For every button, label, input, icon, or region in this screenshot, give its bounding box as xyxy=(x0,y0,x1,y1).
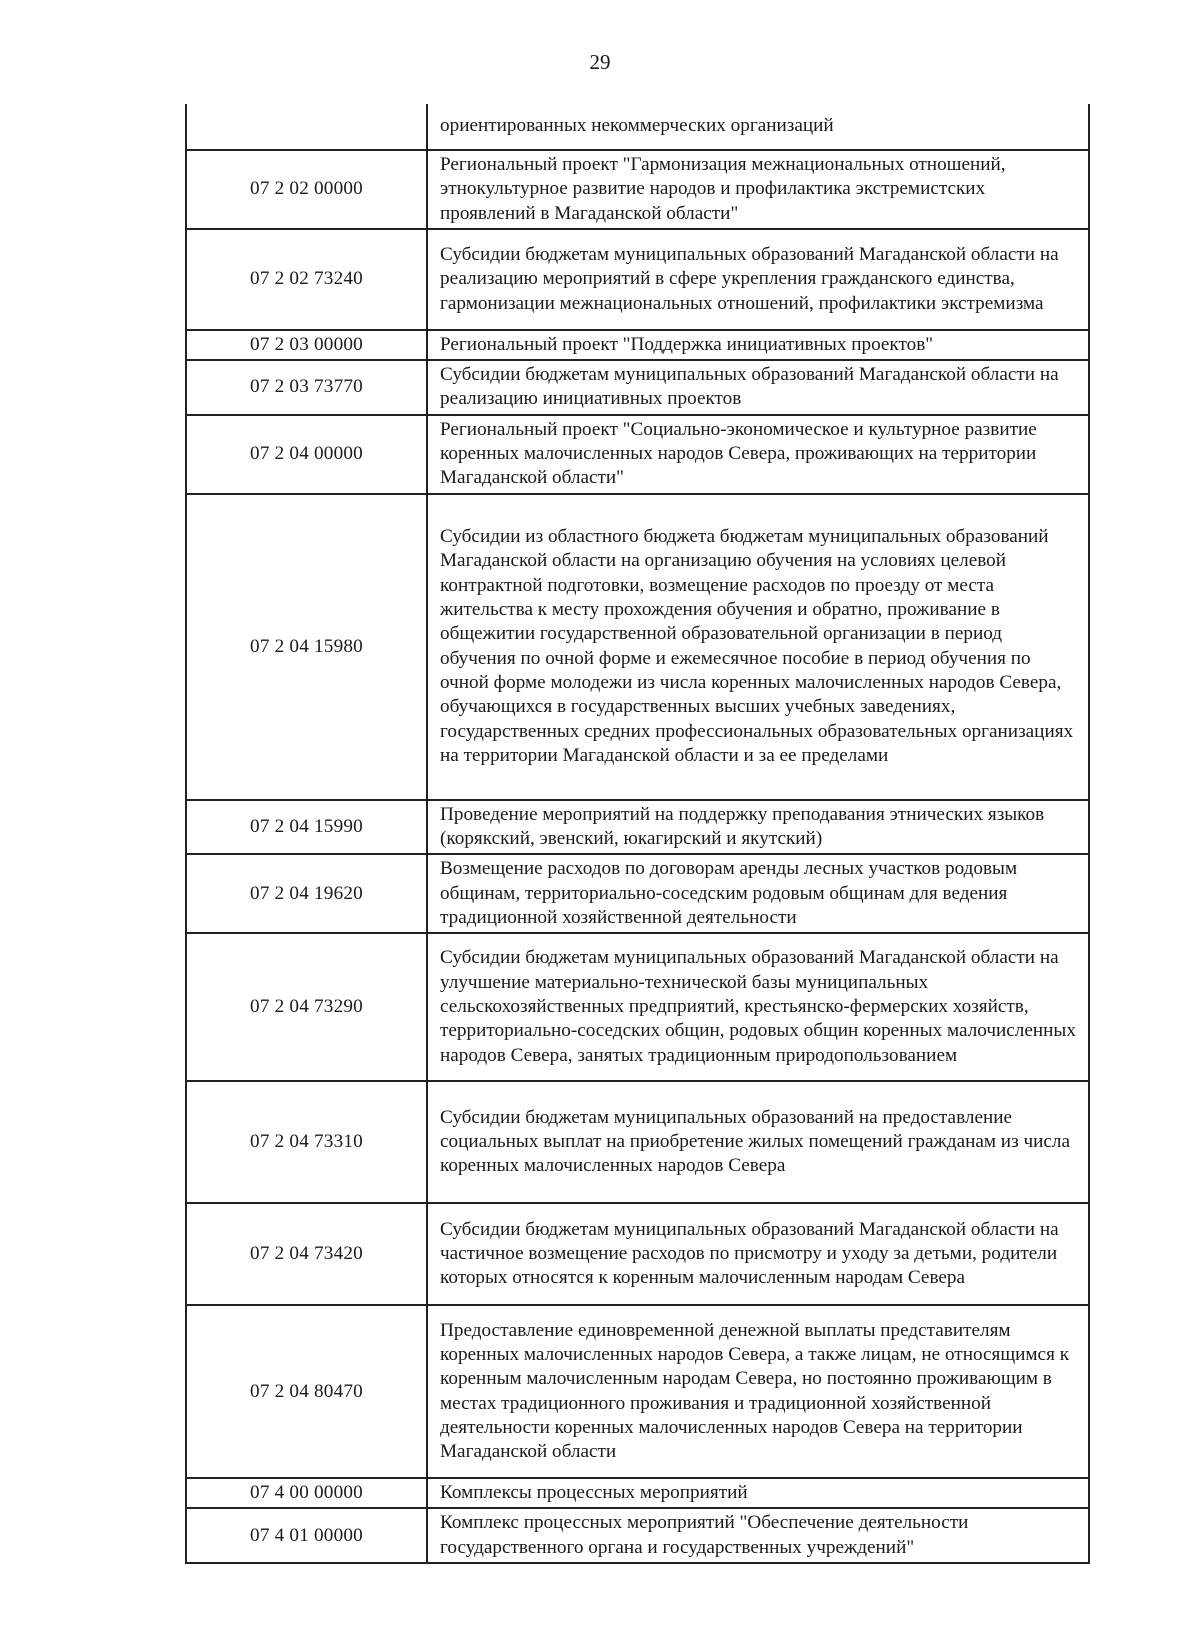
description-cell: ориентированных некоммерческих организаций xyxy=(427,104,1089,150)
code-cell: 07 2 04 15990 xyxy=(186,800,427,855)
table-row xyxy=(186,104,1089,150)
description-cell: Субсидии бюджетам муниципальных образований на предоставление социальных выплат на приобретение жилых помещений гражданам из числа коренных малочисленных народов Севера xyxy=(427,1081,1089,1203)
table-row xyxy=(186,330,1089,360)
description-cell: Субсидии бюджетам муниципальных образований Магаданской области на частичное возмещение расходов по присмотру и уходу за детьми, родители которых относятся к коренным малочисленным народам Севера xyxy=(427,1203,1089,1305)
code-cell: 07 2 03 73770 xyxy=(186,360,427,415)
table-row xyxy=(186,1508,1089,1563)
table-row xyxy=(186,1478,1089,1508)
description-cell: Субсидии бюджетам муниципальных образований Магаданской области на реализацию мероприятий в сфере укрепления гражданского единства, гармонизации межнациональных отношений, профилактики экстремизма xyxy=(427,229,1089,330)
description-cell: Региональный проект "Гармонизация межнациональных отношений, этнокультурное развитие народов и профилактика экстремистских проявлений в Магаданской области" xyxy=(427,150,1089,229)
description-cell: Комплексы процессных мероприятий xyxy=(427,1478,1089,1508)
code-cell: 07 2 04 80470 xyxy=(186,1305,427,1478)
code-cell: 07 2 02 00000 xyxy=(186,150,427,229)
description-cell: Проведение мероприятий на поддержку преподавания этнических языков (корякский, эвенский, юкагирский и якутский) xyxy=(427,800,1089,855)
code-cell: 07 2 04 73310 xyxy=(186,1081,427,1203)
code-cell: 07 2 04 15980 xyxy=(186,494,427,800)
table-row xyxy=(186,933,1089,1081)
table-row xyxy=(186,415,1089,494)
description-cell: Предоставление единовременной денежной выплаты представителям коренных малочисленных народов Севера, а также лицам, не относящимся к коренным малочисленным народам Севера, но постоянно проживающим в местах традиционного проживания и традиционной хозяйственной деятельности коренных малочисленных народов Севера на территории Магаданской области xyxy=(427,1305,1089,1478)
description-cell: Возмещение расходов по договорам аренды лесных участков родовым общинам, территориально-соседским родовым общинам для ведения традиционной хозяйственной деятельности xyxy=(427,854,1089,933)
code-cell: 07 2 04 73420 xyxy=(186,1203,427,1305)
page-number: 29 xyxy=(589,50,611,74)
code-cell: 07 2 02 73240 xyxy=(186,229,427,330)
table-row xyxy=(186,360,1089,415)
description-cell: Комплекс процессных мероприятий "Обеспечение деятельности государственного органа и государственных учреждений" xyxy=(427,1508,1089,1563)
table-row xyxy=(186,854,1089,933)
description-cell: Субсидии бюджетам муниципальных образований Магаданской области на улучшение материально-технической базы муниципальных сельскохозяйственных предприятий, крестьянско-фермерских хозяйств, территориально-соседских общин, родовых общин коренных малочисленных народов Севера, занятых традиционным природопользованием xyxy=(427,933,1089,1081)
code-cell: 07 4 01 00000 xyxy=(186,1508,427,1563)
table-row xyxy=(186,494,1089,800)
table-row xyxy=(186,800,1089,855)
code-cell: 07 4 00 00000 xyxy=(186,1478,427,1508)
table-row xyxy=(186,1305,1089,1478)
code-cell: 07 2 03 00000 xyxy=(186,330,427,360)
budget-classification-table xyxy=(185,104,1090,1564)
code-cell: 07 2 04 00000 xyxy=(186,415,427,494)
table-row xyxy=(186,150,1089,229)
description-cell: Субсидии из областного бюджета бюджетам муниципальных образований Магаданской области на организацию обучения на условиях целевой контрактной подготовки, возмещение расходов по проезду от места жительства к месту прохождения обучения и обратно, проживание в общежитии государственной образовательной организации в период обучения по очной форме и ежемесячное пособие в период обучения по очной форме молодежи из числа коренных малочисленных народов Севера, обучающихся в государственных высших учебных заведениях, государственных средних профессиональных образовательных организациях на территории Магаданской области и за ее пределами xyxy=(427,494,1089,800)
table-row xyxy=(186,1081,1089,1203)
code-cell: 07 2 04 19620 xyxy=(186,854,427,933)
code-cell: 07 2 04 73290 xyxy=(186,933,427,1081)
table-row xyxy=(186,229,1089,330)
description-cell: Региональный проект "Поддержка инициативных проектов" xyxy=(427,330,1089,360)
table-row xyxy=(186,1203,1089,1305)
description-cell: Региональный проект "Социально-экономическое и культурное развитие коренных малочисленных народов Севера, проживающих на территории Магаданской области" xyxy=(427,415,1089,494)
code-cell xyxy=(186,104,427,150)
description-cell: Субсидии бюджетам муниципальных образований Магаданской области на реализацию инициативных проектов xyxy=(427,360,1089,415)
